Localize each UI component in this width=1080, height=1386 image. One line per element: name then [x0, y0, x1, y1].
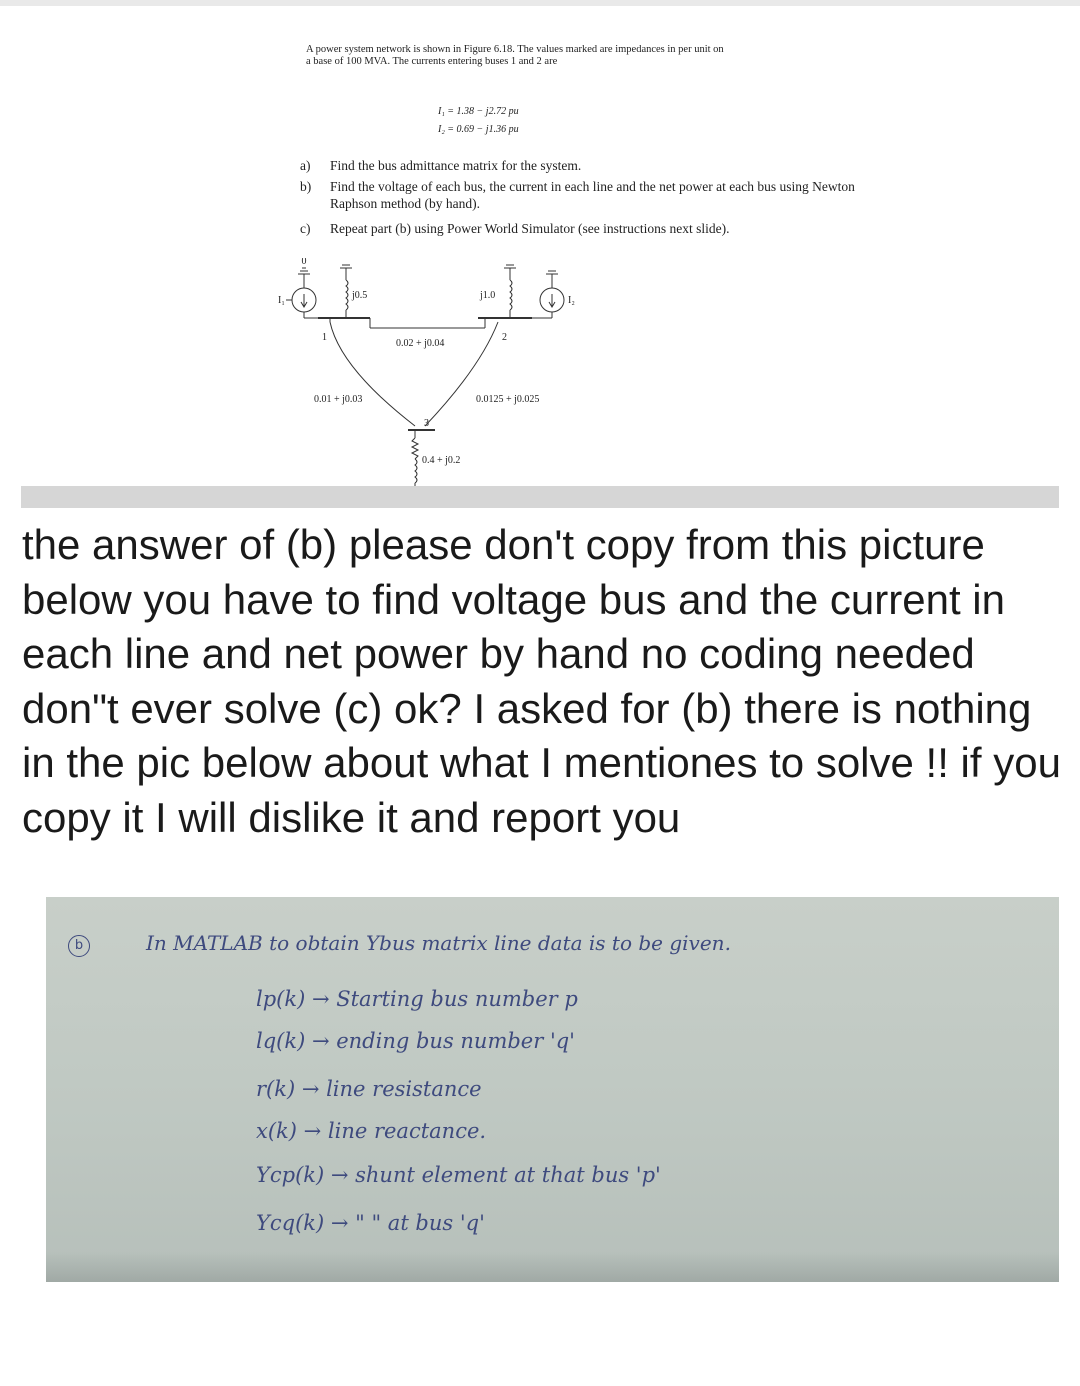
handwritten-line-3: lq(k) → ending bus number 'q'	[256, 1029, 575, 1053]
handwritten-line-6: Ycp(k) → shunt element at that bus 'p'	[256, 1163, 661, 1187]
question-b	[300, 178, 900, 212]
post-message: the answer of (b) please don't copy from this picture below you have to find voltage bus and the current in each line and net power by hand no coding needed don"t ever solve (c) ok? I asked for (b) there is nothing in the pic below about what I mentiones to solve !! if you copy it I will dislike it and report you	[22, 521, 1061, 841]
line-1-2-impedance: 0.02 + j0.04	[396, 338, 445, 349]
line-2-3-impedance: 0.0125 + j0.025	[476, 394, 540, 405]
question-c-label: c)	[300, 221, 311, 236]
source-1-label: I₁	[278, 295, 285, 306]
source-2-label: I₂	[568, 295, 575, 306]
handwritten-photo	[46, 897, 1059, 1282]
question-b-text: Find the voltage of each bus, the current in each line and the net power at each bus using Newton Raphson method (by hand).	[330, 179, 855, 211]
bus-3-label: 3	[424, 418, 429, 429]
question-c	[300, 220, 900, 237]
problem-image	[0, 30, 1080, 490]
current-equation-1: I₁ = 1.38 − j2.72 pu	[438, 106, 519, 117]
question-a-text: Find the bus admittance matrix for the system.	[330, 158, 582, 173]
bus-1-label: 1	[322, 332, 327, 343]
question-b-label: b)	[300, 179, 312, 194]
divider-bar	[21, 486, 1059, 508]
top-edge-bar	[0, 0, 1080, 6]
line-1-3-impedance: 0.01 + j0.03	[314, 394, 363, 405]
shunt-2-impedance: j1.0	[480, 290, 496, 301]
handwritten-line-7: Ycq(k) → " " at bus 'q'	[256, 1211, 485, 1235]
circled-label: b	[68, 935, 90, 957]
handwritten-line-2: lp(k) → Starting bus number p	[256, 987, 578, 1011]
circuit-diagram	[270, 258, 600, 488]
ground-label: 0	[301, 258, 307, 267]
bus-2-label: 2	[502, 332, 507, 343]
question-a	[300, 157, 900, 174]
question-c-text: Repeat part (b) using Power World Simulator (see instructions next slide).	[330, 221, 730, 236]
shunt-3-impedance: 0.4 + j0.2	[422, 455, 461, 466]
shunt-1-impedance: j0.5	[352, 290, 368, 301]
photo-shadow	[46, 1252, 1059, 1282]
question-a-label: a)	[300, 158, 311, 173]
handwritten-line-4: r(k) → line resistance	[256, 1077, 482, 1101]
handwritten-line-1: In MATLAB to obtain Ybus matrix line data is to be given.	[146, 931, 731, 955]
current-equation-2: I₂ = 0.69 − j1.36 pu	[438, 124, 519, 135]
handwritten-line-5: x(k) → line reactance.	[256, 1119, 487, 1143]
problem-intro: A power system network is shown in Figure 6.18. The values marked are impedances in per unit on a base of 100 MVA. The currents entering buses 1 and 2 are	[306, 44, 724, 67]
